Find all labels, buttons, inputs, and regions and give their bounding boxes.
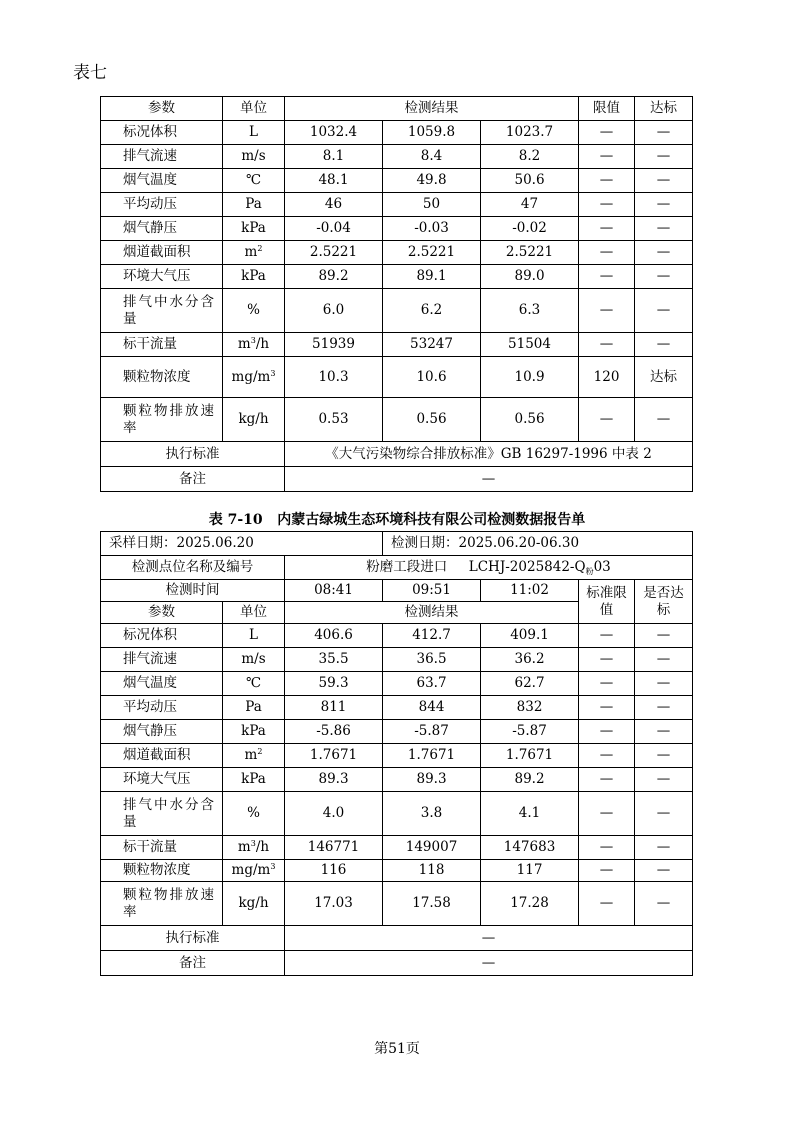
status-value: — xyxy=(635,624,693,648)
unit-text: % xyxy=(247,302,260,319)
result-1: 6.0 xyxy=(285,289,383,333)
limit-value: — xyxy=(579,720,635,744)
limit-value: — xyxy=(579,241,635,265)
param-name: 烟气温度 xyxy=(101,672,223,696)
result-2: 17.58 xyxy=(383,882,481,926)
param-name: 环境大气压 xyxy=(101,768,223,792)
result-3: 147683 xyxy=(481,836,579,860)
status-value: — xyxy=(635,333,693,357)
unit-superscript: 3 xyxy=(270,368,276,378)
table-header-row xyxy=(101,97,693,121)
param-name: 烟道截面积 xyxy=(101,241,223,265)
unit-text: % xyxy=(247,805,260,822)
result-2: 1.7671 xyxy=(383,744,481,768)
status-value: 达标 xyxy=(635,357,693,398)
status-value: — xyxy=(635,836,693,860)
remark-value: — xyxy=(285,467,693,492)
limit-value: — xyxy=(579,145,635,169)
param-unit xyxy=(223,145,285,169)
table-row xyxy=(101,672,693,696)
unit-text: m xyxy=(237,336,251,353)
unit-superscript: 2 xyxy=(257,244,263,254)
result-3: 117 xyxy=(481,860,579,882)
param-name: 烟气温度 xyxy=(101,169,223,193)
status-value: — xyxy=(635,744,693,768)
param-unit xyxy=(223,398,285,442)
result-2: -5.87 xyxy=(383,720,481,744)
table-row xyxy=(101,241,693,265)
limit-value: — xyxy=(579,121,635,145)
table-row xyxy=(101,696,693,720)
param-unit xyxy=(223,265,285,289)
limit-value: — xyxy=(579,696,635,720)
limit-value: — xyxy=(579,333,635,357)
param-name: 排气中水分含量 xyxy=(101,289,223,333)
table-row xyxy=(101,357,693,398)
limit-value: 120 xyxy=(579,357,635,398)
section-label: 表七 xyxy=(73,63,107,83)
param-name: 颗粒物浓度 xyxy=(101,357,223,398)
param-unit xyxy=(223,744,285,768)
unit-text: m/s xyxy=(241,148,266,165)
result-1: 51939 xyxy=(285,333,383,357)
result-2: 89.3 xyxy=(383,768,481,792)
param-name: 烟气静压 xyxy=(101,217,223,241)
result-3: 36.2 xyxy=(481,648,579,672)
result-1: 46 xyxy=(285,193,383,217)
status-label: 是否达标 xyxy=(635,580,693,624)
result-1: 8.1 xyxy=(285,145,383,169)
header-status: 达标 xyxy=(635,97,693,121)
status-value: — xyxy=(635,145,693,169)
unit-text: L xyxy=(249,627,258,644)
limit-value: — xyxy=(579,836,635,860)
limit-value: — xyxy=(579,648,635,672)
header-unit: 单位 xyxy=(223,602,285,624)
result-2: 89.1 xyxy=(383,265,481,289)
status-value: — xyxy=(635,882,693,926)
remark-row xyxy=(101,951,693,976)
param-unit xyxy=(223,121,285,145)
result-1: 811 xyxy=(285,696,383,720)
point-row xyxy=(101,556,693,580)
unit-suffix: /h xyxy=(255,336,270,353)
param-name: 烟道截面积 xyxy=(101,744,223,768)
emission-table-1 xyxy=(100,96,693,492)
result-3: -5.87 xyxy=(481,720,579,744)
table-row xyxy=(101,193,693,217)
result-1: 146771 xyxy=(285,836,383,860)
param-name: 标干流量 xyxy=(101,836,223,860)
param-unit xyxy=(223,217,285,241)
page-number: 第51页 xyxy=(374,1041,420,1057)
param-unit xyxy=(223,792,285,836)
point-label: 检测点位名称及编号 xyxy=(101,556,285,580)
table-row xyxy=(101,720,693,744)
limit-value: — xyxy=(579,169,635,193)
limit-value: — xyxy=(579,768,635,792)
limit-value: — xyxy=(579,792,635,836)
result-2: 49.8 xyxy=(383,169,481,193)
standard-row xyxy=(101,926,693,951)
status-value: — xyxy=(635,217,693,241)
result-1: 48.1 xyxy=(285,169,383,193)
result-3: 2.5221 xyxy=(481,241,579,265)
standard-value: — xyxy=(285,926,693,951)
result-1: 89.3 xyxy=(285,768,383,792)
param-name: 颗粒物排放速率 xyxy=(101,398,223,442)
table-caption xyxy=(0,509,794,529)
result-2: 844 xyxy=(383,696,481,720)
caption-number: 表 7-10 xyxy=(208,512,263,528)
unit-text: kg/h xyxy=(238,895,269,912)
unit-text: Pa xyxy=(245,699,262,716)
unit-text: kg/h xyxy=(238,411,269,428)
limit-value: — xyxy=(579,672,635,696)
status-value: — xyxy=(635,860,693,882)
result-1: 10.3 xyxy=(285,357,383,398)
emission-table-2 xyxy=(100,531,693,976)
param-name: 排气中水分含量 xyxy=(101,792,223,836)
unit-superscript: 3 xyxy=(250,839,256,849)
unit-text: kPa xyxy=(241,220,266,237)
param-unit xyxy=(223,696,285,720)
param-name: 标况体积 xyxy=(101,121,223,145)
result-1: 4.0 xyxy=(285,792,383,836)
result-2: 6.2 xyxy=(383,289,481,333)
limit-value: — xyxy=(579,398,635,442)
date-row xyxy=(101,532,693,556)
param-name: 环境大气压 xyxy=(101,265,223,289)
remark-value: — xyxy=(285,951,693,976)
result-3: 62.7 xyxy=(481,672,579,696)
standard-label: 执行标准 xyxy=(101,926,285,951)
param-unit xyxy=(223,333,285,357)
param-unit xyxy=(223,648,285,672)
time-3: 11:02 xyxy=(481,580,579,602)
result-1: 406.6 xyxy=(285,624,383,648)
table-row xyxy=(101,265,693,289)
header-result: 检测结果 xyxy=(285,602,579,624)
result-3: 0.56 xyxy=(481,398,579,442)
status-value: — xyxy=(635,696,693,720)
limit-value: — xyxy=(579,882,635,926)
status-value: — xyxy=(635,121,693,145)
result-3: 1023.7 xyxy=(481,121,579,145)
unit-text: kPa xyxy=(241,771,266,788)
result-3: 10.9 xyxy=(481,357,579,398)
time-1: 08:41 xyxy=(285,580,383,602)
param-unit xyxy=(223,768,285,792)
result-1: -5.86 xyxy=(285,720,383,744)
point-cell xyxy=(285,556,693,580)
unit-text: Pa xyxy=(245,196,262,213)
remark-label: 备注 xyxy=(101,951,285,976)
result-3: 51504 xyxy=(481,333,579,357)
time-label: 检测时间 xyxy=(101,580,285,602)
unit-text: m/s xyxy=(241,651,266,668)
status-value: — xyxy=(635,398,693,442)
table-row xyxy=(101,860,693,882)
result-1: 89.2 xyxy=(285,265,383,289)
param-unit xyxy=(223,357,285,398)
header-result: 检测结果 xyxy=(285,97,579,121)
result-1: 116 xyxy=(285,860,383,882)
table-row xyxy=(101,624,693,648)
unit-text: kPa xyxy=(241,268,266,285)
header-unit: 单位 xyxy=(223,97,285,121)
table-row xyxy=(101,792,693,836)
table-row xyxy=(101,289,693,333)
result-1: 1.7671 xyxy=(285,744,383,768)
result-1: 2.5221 xyxy=(285,241,383,265)
unit-text: mg/m xyxy=(231,368,271,385)
result-2: 2.5221 xyxy=(383,241,481,265)
param-unit xyxy=(223,836,285,860)
status-value: — xyxy=(635,289,693,333)
unit-text: m xyxy=(244,747,258,764)
time-row xyxy=(101,580,693,602)
table-row xyxy=(101,398,693,442)
status-value: — xyxy=(635,169,693,193)
result-3: 409.1 xyxy=(481,624,579,648)
detection-date: 检测日期：2025.06.20-06.30 xyxy=(383,532,693,556)
unit-superscript: 3 xyxy=(250,336,256,346)
status-value: — xyxy=(635,792,693,836)
status-value: — xyxy=(635,672,693,696)
unit-text: ℃ xyxy=(245,675,262,692)
limit-label: 标准限值 xyxy=(579,580,635,624)
table-row xyxy=(101,744,693,768)
sampling-date: 采样日期：2025.06.20 xyxy=(101,532,383,556)
limit-value: — xyxy=(579,217,635,241)
param-name: 烟气静压 xyxy=(101,720,223,744)
result-2: 412.7 xyxy=(383,624,481,648)
param-name: 标干流量 xyxy=(101,333,223,357)
remark-row xyxy=(101,467,693,492)
result-2: 1059.8 xyxy=(383,121,481,145)
result-2: 118 xyxy=(383,860,481,882)
unit-superscript: 3 xyxy=(270,862,276,872)
result-1: 35.5 xyxy=(285,648,383,672)
point-name: 粉磨工段进口 xyxy=(366,559,448,576)
result-3: 89.2 xyxy=(481,768,579,792)
param-name: 平均动压 xyxy=(101,193,223,217)
table-row xyxy=(101,648,693,672)
result-3: 8.2 xyxy=(481,145,579,169)
table-row xyxy=(101,169,693,193)
result-3: 832 xyxy=(481,696,579,720)
unit-text: m xyxy=(244,244,258,261)
standard-label: 执行标准 xyxy=(101,442,285,467)
param-name: 排气流速 xyxy=(101,648,223,672)
limit-value: — xyxy=(579,193,635,217)
limit-value: — xyxy=(579,860,635,882)
status-value: — xyxy=(635,768,693,792)
result-2: 149007 xyxy=(383,836,481,860)
result-2: 10.6 xyxy=(383,357,481,398)
header-limit: 限值 xyxy=(579,97,635,121)
table-row xyxy=(101,836,693,860)
param-unit xyxy=(223,289,285,333)
result-2: 8.4 xyxy=(383,145,481,169)
header-param: 参数 xyxy=(101,97,223,121)
param-unit xyxy=(223,672,285,696)
result-2: 36.5 xyxy=(383,648,481,672)
table-row xyxy=(101,333,693,357)
result-2: -0.03 xyxy=(383,217,481,241)
result-3: 6.3 xyxy=(481,289,579,333)
limit-value: — xyxy=(579,624,635,648)
point-code-sub: 粉 xyxy=(585,567,594,577)
result-1: 1032.4 xyxy=(285,121,383,145)
status-value: — xyxy=(635,720,693,744)
result-1: -0.04 xyxy=(285,217,383,241)
result-3: 89.0 xyxy=(481,265,579,289)
unit-suffix: /h xyxy=(255,839,270,856)
result-1: 17.03 xyxy=(285,882,383,926)
point-code: LCHJ-2025842-Q xyxy=(468,559,586,576)
standard-row xyxy=(101,442,693,467)
unit-text: m xyxy=(237,839,251,856)
limit-value: — xyxy=(579,265,635,289)
result-3: -0.02 xyxy=(481,217,579,241)
unit-text: ℃ xyxy=(245,172,262,189)
param-name: 排气流速 xyxy=(101,145,223,169)
result-3: 50.6 xyxy=(481,169,579,193)
result-3: 4.1 xyxy=(481,792,579,836)
status-value: — xyxy=(635,648,693,672)
param-unit xyxy=(223,882,285,926)
unit-text: mg/m xyxy=(231,862,271,879)
param-unit xyxy=(223,860,285,882)
caption-title: 内蒙古绿城生态环境科技有限公司检测数据报告单 xyxy=(277,512,586,528)
result-2: 50 xyxy=(383,193,481,217)
limit-value: — xyxy=(579,744,635,768)
param-unit xyxy=(223,241,285,265)
result-3: 17.28 xyxy=(481,882,579,926)
result-2: 53247 xyxy=(383,333,481,357)
standard-value: 《大气污染物综合排放标准》GB 16297-1996 中表 2 xyxy=(285,442,693,467)
time-2: 09:51 xyxy=(383,580,481,602)
result-2: 3.8 xyxy=(383,792,481,836)
limit-value: — xyxy=(579,289,635,333)
point-code-suffix: 03 xyxy=(593,559,611,576)
result-2: 0.56 xyxy=(383,398,481,442)
status-value: — xyxy=(635,265,693,289)
header-param: 参数 xyxy=(101,602,223,624)
param-unit xyxy=(223,193,285,217)
unit-superscript: 2 xyxy=(257,747,263,757)
table-row xyxy=(101,217,693,241)
param-unit xyxy=(223,720,285,744)
remark-label: 备注 xyxy=(101,467,285,492)
param-name: 颗粒物排放速率 xyxy=(101,882,223,926)
result-1: 59.3 xyxy=(285,672,383,696)
param-name: 平均动压 xyxy=(101,696,223,720)
status-value: — xyxy=(635,193,693,217)
result-2: 63.7 xyxy=(383,672,481,696)
result-3: 1.7671 xyxy=(481,744,579,768)
table-row xyxy=(101,121,693,145)
unit-text: kPa xyxy=(241,723,266,740)
param-unit xyxy=(223,624,285,648)
result-3: 47 xyxy=(481,193,579,217)
param-name: 标况体积 xyxy=(101,624,223,648)
result-1: 0.53 xyxy=(285,398,383,442)
unit-text: L xyxy=(249,124,258,141)
param-unit xyxy=(223,169,285,193)
table-row xyxy=(101,768,693,792)
table-row xyxy=(101,145,693,169)
param-name: 颗粒物浓度 xyxy=(101,860,223,882)
table-row xyxy=(101,882,693,926)
status-value: — xyxy=(635,241,693,265)
